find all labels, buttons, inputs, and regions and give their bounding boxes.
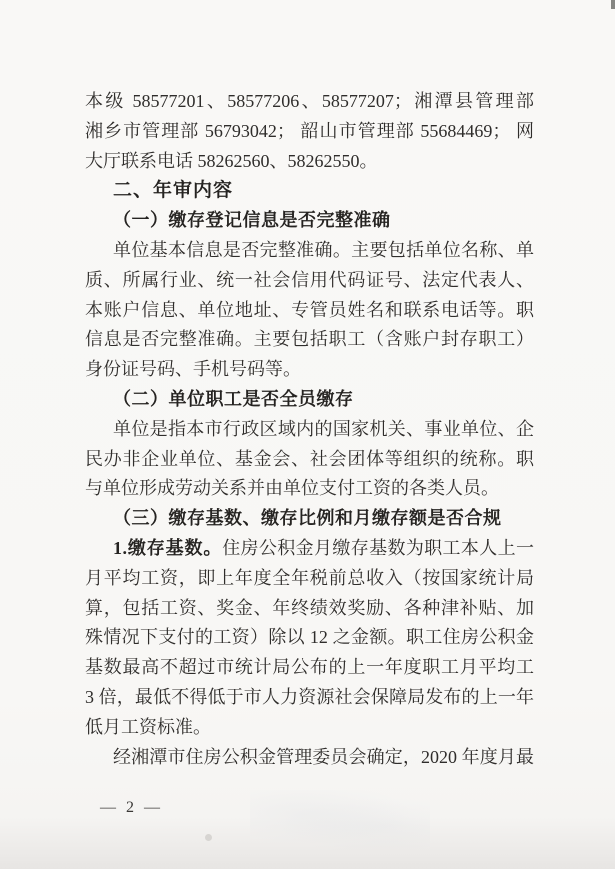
- section-heading: 二、年审内容: [113, 180, 234, 202]
- text-line: 信息是否完整准确。主要包括职工（含账户封存职工）: [85, 329, 534, 350]
- text-line: 单位基本信息是否完整准确。主要包括单位名称、单: [113, 239, 534, 260]
- text-line: 大厅联系电话 58262560、58262550。: [85, 150, 378, 171]
- subsection-heading: （三）缴存基数、缴存比例和月缴存额是否合规: [113, 508, 502, 529]
- text-line: 基数最高不超过市统计局公布的上一年度职工月平均工: [85, 657, 534, 678]
- text-line: 算，包括工资、奖金、年终绩效奖励、各种津补贴、加: [85, 597, 534, 618]
- text-line: 本账户信息、单位地址、专管员姓名和联系电话等。职: [85, 299, 534, 320]
- text-line: 3 倍，最低不得低于市人力资源社会保障局发布的上一年: [85, 686, 534, 707]
- subsection-heading: （二）单位职工是否全员缴存: [113, 388, 354, 409]
- text-line: 本级 58577201、58577206、58577207；湘潭县管理部: [85, 91, 534, 111]
- text-line: 单位是指本市行政区域内的国家机关、事业单位、企: [113, 418, 534, 439]
- text-line: 1.缴存基数。住房公积金月缴存基数为职工本人上一: [113, 537, 534, 558]
- subsection-heading: （一）缴存登记信息是否完整准确: [113, 210, 391, 231]
- scan-artifact-speck: [205, 834, 212, 841]
- text-line: 湘乡市管理部 56793042； 韶山市管理部 55684469； 网: [85, 120, 534, 141]
- page-number: — 2 —: [100, 799, 163, 816]
- scan-artifact-corner: [611, 0, 615, 9]
- run-in-heading: 1.缴存基数。: [113, 537, 223, 558]
- text-line: 身份证号码、手机号码等。: [85, 359, 301, 380]
- text-line: 月平均工资，即上年度全年税前总收入（按国家统计局: [85, 567, 534, 588]
- scan-artifact-smudge: [250, 790, 430, 850]
- text-line: 经湘潭市住房公积金管理委员会确定，2020 年度月最: [113, 746, 534, 767]
- document-body: [85, 87, 534, 772]
- text-line: 与单位形成劳动关系并由单位支付工资的各类人员。: [85, 478, 499, 499]
- text-line: 质、所属行业、统一社会信用代码证号、法定代表人、: [85, 269, 534, 290]
- text-line: 殊情况下支付的工资）除以 12 之金额。职工住房公积金: [85, 627, 534, 648]
- text-line: 民办非企业单位、基金会、社会团体等组织的统称。职: [85, 448, 534, 469]
- text-line: 低月工资标准。: [85, 716, 211, 737]
